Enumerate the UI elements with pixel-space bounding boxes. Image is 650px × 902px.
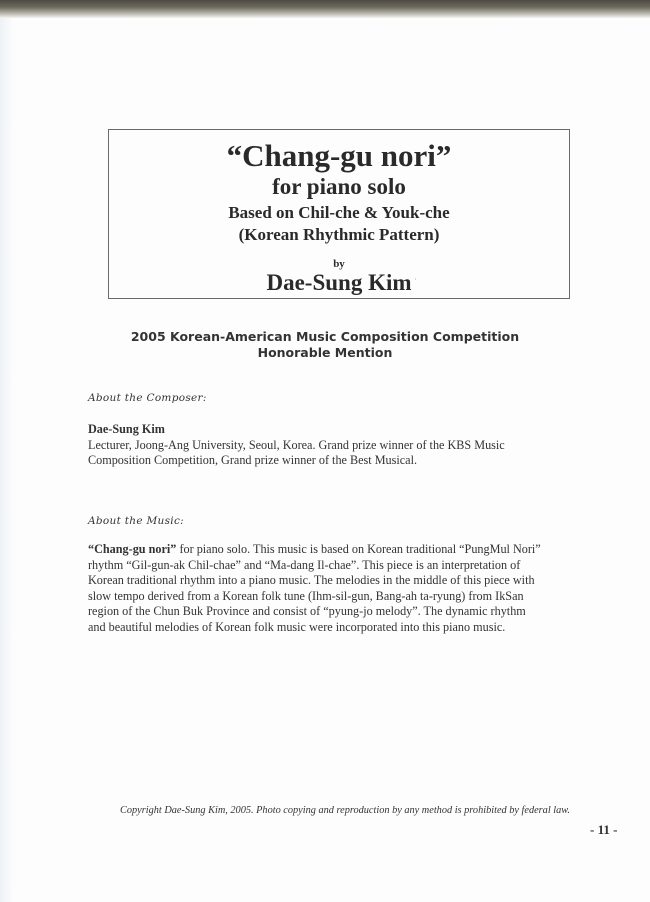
scanner-edge-top (0, 0, 650, 18)
music-line-1 (88, 542, 588, 558)
composer-bio-name: Dae-Sung Kim (88, 422, 165, 436)
music-line-1-text: for piano solo. This music is based on Korean traditional “PungMul Nori” (176, 542, 541, 556)
competition-line1: 2005 Korean-American Music Composition Competition (130, 329, 520, 344)
piece-basis-line2: (Korean Rhythmic Pattern) (238, 225, 440, 244)
stray-mark: ʻ (414, 276, 417, 286)
piece-title: “Chang-gu nori” (226, 138, 452, 173)
about-composer-heading: About the Composer: (88, 392, 207, 404)
music-line-5: region of the Chun Buk Province and consist of “pyung-jo melody”. The dynamic rhythm (88, 604, 526, 619)
music-line-6: and beautiful melodies of Korean folk music were incorporated into this piano music. (88, 619, 506, 634)
about-composer-text (88, 422, 588, 469)
competition-line2: Honorable Mention (257, 345, 393, 360)
composer-name: Dae-Sung Kim (266, 270, 412, 295)
by-label: by (333, 258, 345, 270)
copyright-notice: Copyright Dae-Sung Kim, 2005. Photo copying and reproduction by any method is prohibited by federal law. (120, 805, 570, 816)
composer-bio-line1: Lecturer, Joong-Ang University, Seoul, Korea. Grand prize winner of the KBS Music (88, 437, 505, 452)
page-number: - 11 - (590, 822, 618, 837)
piece-basis-line1: Based on Chil-che & Youk-che (228, 203, 450, 222)
music-line-3: Korean traditional rhythm into a piano music. The melodies in the middle of this piece with (88, 573, 535, 588)
title-box (108, 129, 570, 299)
music-line-4: slow tempo derived from a Korean folk tune (Ihm-sil-gun, Bang-ah ta-ryung) from IkSan (88, 588, 524, 603)
music-line-2: rhythm “Gil-gun-ak Chil-chae” and “Ma-dang Il-chae”. This piece is an interpretation of (88, 557, 521, 572)
about-music-text (88, 542, 588, 636)
piece-subtitle: for piano solo (272, 174, 406, 199)
composer-bio-line2: Composition Competition, Grand prize winner of the Best Musical. (88, 453, 418, 468)
about-music-heading: About the Music: (88, 515, 184, 527)
scanner-edge-left (0, 18, 14, 902)
music-lead-title: “Chang-gu nori” (88, 542, 177, 556)
